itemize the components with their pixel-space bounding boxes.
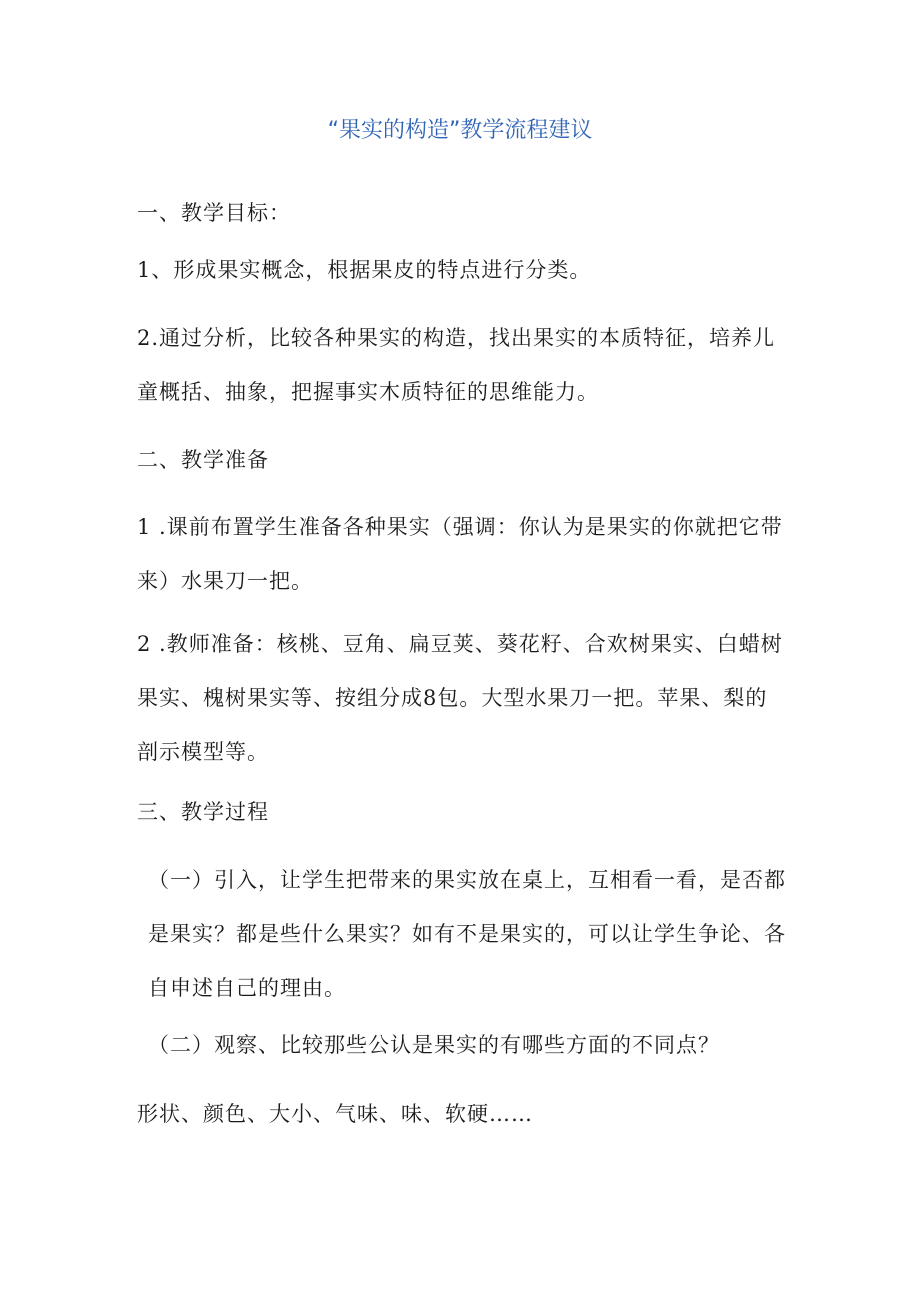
section-heading-preparation: 二、教学准备 xyxy=(137,448,269,472)
objective-item-1: 1、形成果实概念，根据果皮的特点进行分类。 xyxy=(137,258,592,282)
preparation-item-1: 1 .课前布置学生准备各种果实（强调：你认为是果实的你就把它带来）水果刀一把。 xyxy=(137,515,783,593)
preparation-item-2: 2 .教师准备：核桃、豆角、扁豆荚、葵花籽、合欢树果实、白蜡树果实、槐树果实等、按组分成8包。大型水果刀一把。苹果、梨的剖示模型等。 xyxy=(137,632,783,764)
document-title: “果实的构造”教学流程建议 xyxy=(327,118,593,143)
process-step-2: （二）观察、比较那些公认是果实的有哪些方面的不同点？ xyxy=(148,1033,720,1057)
section-heading-objectives: 一、教学目标： xyxy=(137,201,291,225)
objective-item-2: 2.通过分析，比较各种果实的构造，找出果实的本质特征，培养儿童概括、抽象，把握事实木质特征的思维能力。 xyxy=(137,326,776,404)
observation-list: 形状、颜色、大小、气味、味、软硬…… xyxy=(137,1102,533,1126)
section-heading-process: 三、教学过程 xyxy=(137,800,269,824)
process-step-1: （一）引入，让学生把带来的果实放在桌上，互相看一看，是否都是果实？都是些什么果实？如有不是果实的，可以让学生争论、各自申述自己的理由。 xyxy=(148,868,786,1000)
